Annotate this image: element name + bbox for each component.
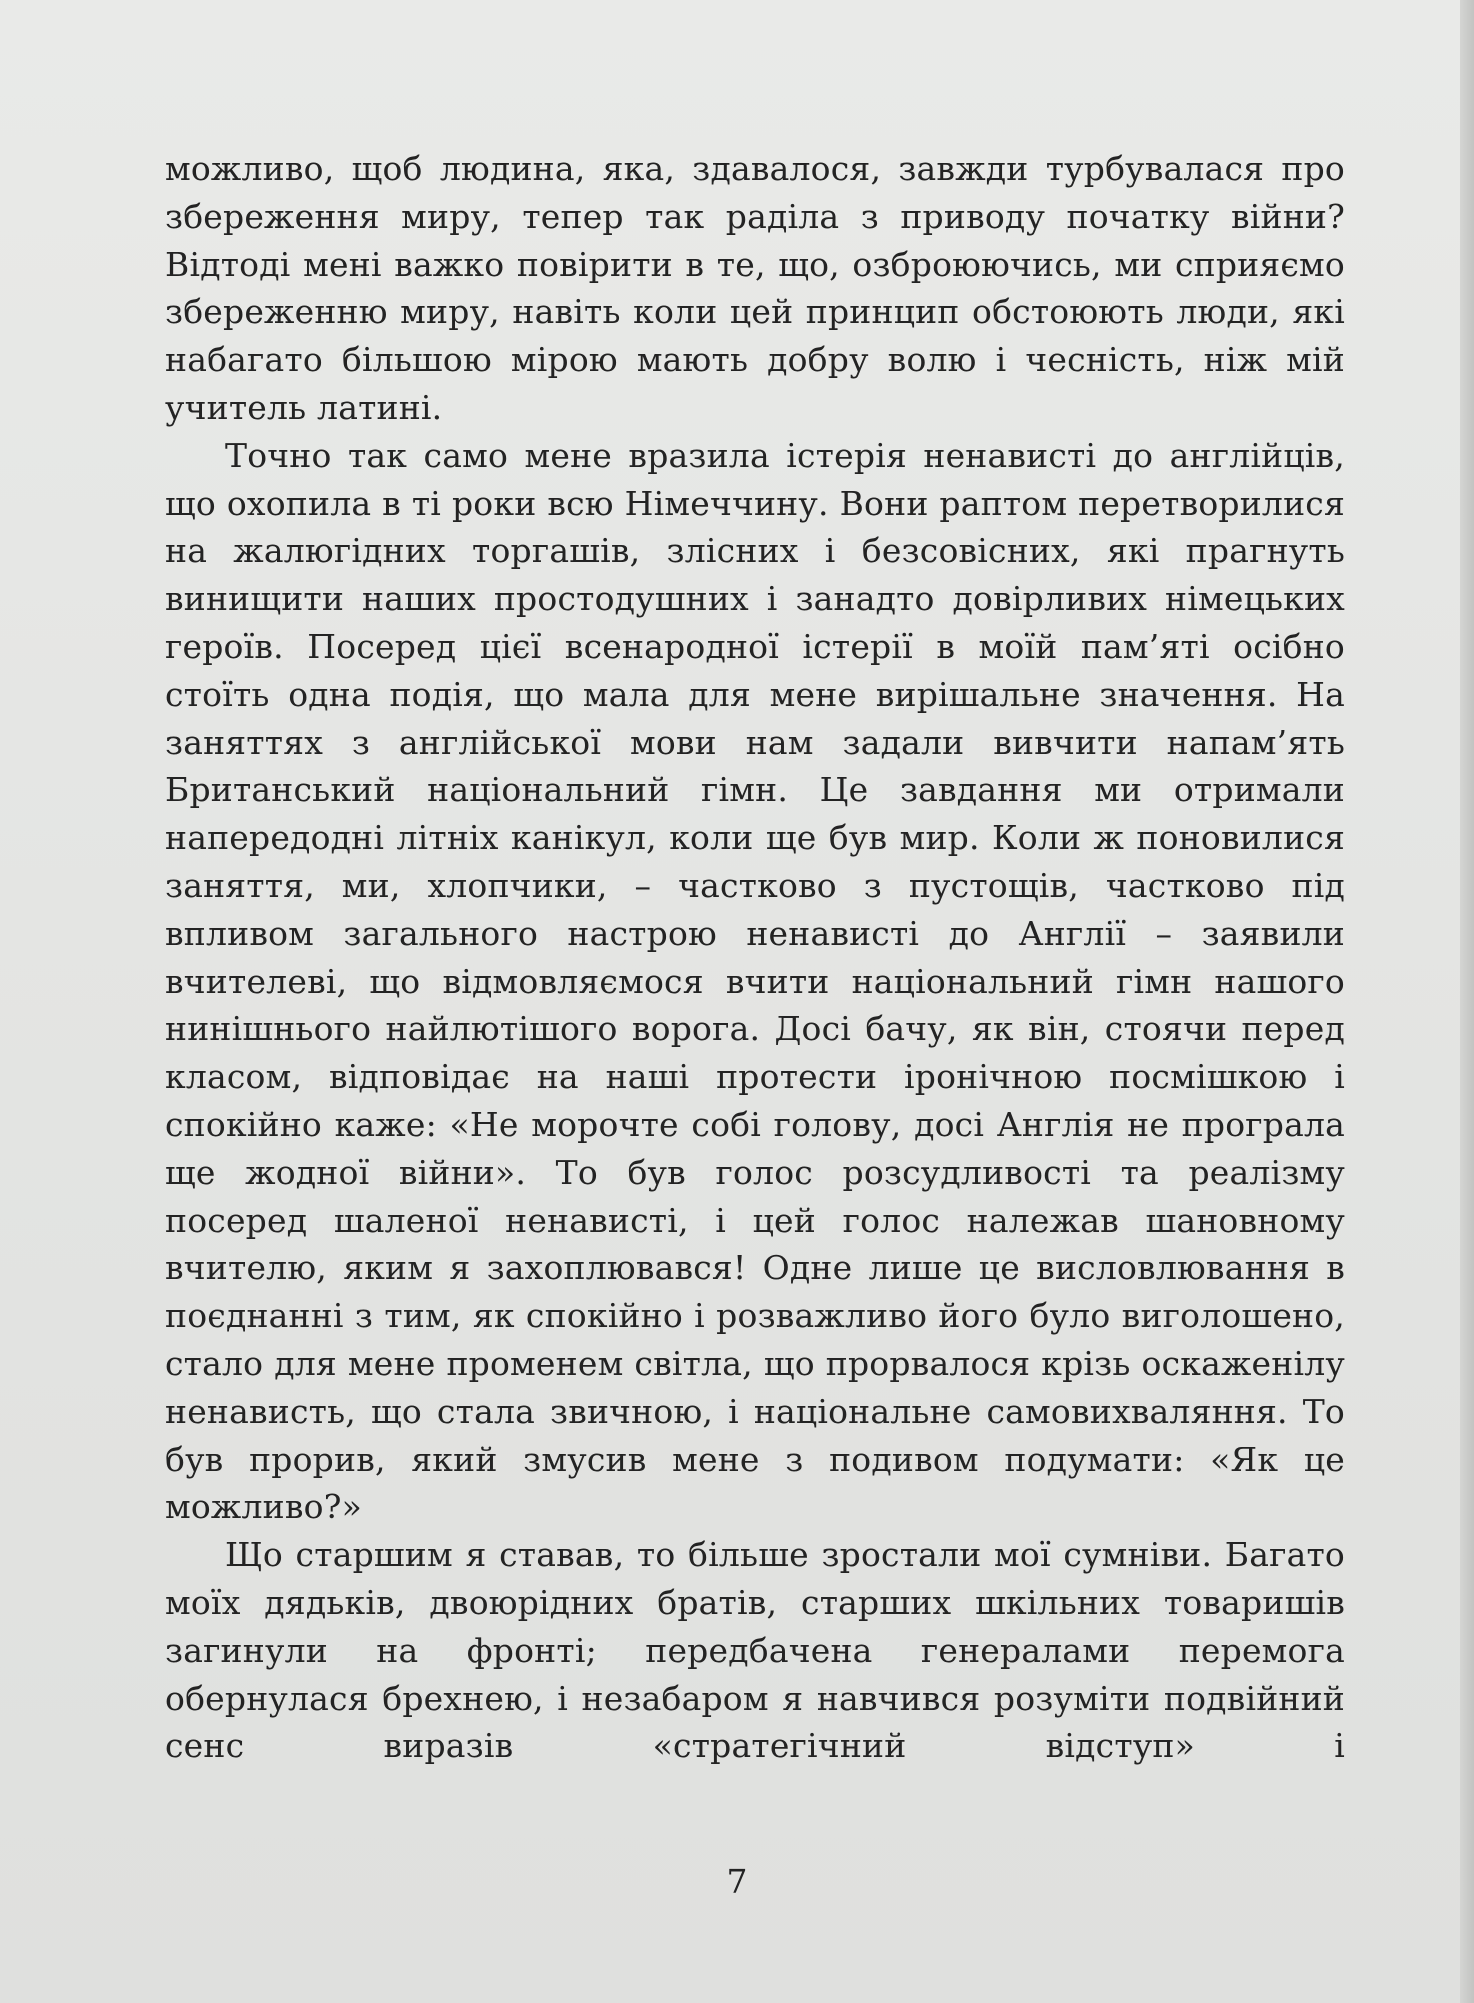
paragraph-3: Що старшим я ставав, то більше зростали мої сумніви. Багато моїх дядьків, двоюрідних братів, старших шкільних товаришів загинули на фронті; передбачена генералами перемога обернулася брехнею, і незабаром я навчився розуміти подвійний сенс виразів «стратегічний відступ» і [165, 1535, 1345, 1766]
page-number: 7 [726, 1862, 748, 1901]
page-edge-shadow [1460, 0, 1474, 2003]
body-text [165, 145, 1345, 1770]
paragraph-2: Точно так само мене вразила істерія ненависті до англійців, що охопила в ті роки всю Німеччину. Вони раптом перетворилися на жалюгідних торгашів, злісних і безсовісних, які прагнуть винищити наших простодушних і занадто довірливих німецьких героїв. Посеред цієї всенародної істерії в моїй пам’яті осібно стоїть одна подія, що мала для мене вирішальне значення. На заняттях з англійської мови нам задали вивчити напам’ять Британський національний гімн. Це завдання ми отримали напередодні літніх канікул, коли ще був мир. Коли ж поновилися заняття, ми, хлопчики, – частково з пустощів, частково під впливом загального настрою ненависті до Англії – заявили вчителеві, що відмовляємося вчити національний гімн нашого нинішнього найлютішого ворога. Досі бачу, як він, стоячи перед класом, відповідає на наші протести іронічною посмішкою і спокійно каже: «Не морочте собі голову, досі Англія не програла ще жодної війни». То був голос розсудливості та реалізму посеред шаленої ненависті, і цей голос належав шановному вчителю, яким я захоплювався! Одне лише це висловлювання в поєднанні з тим, як спокійно і розважливо його було виголошено, стало для мене променем світла, що прорвалося крізь оскаженілу ненависть, що стала звичною, і національне самовихваляння. То був прорив, який змусив мене з подивом подумати: «Як це можливо?» [165, 435, 1345, 1527]
paragraph-1: можливо, щоб людина, яка, здавалося, завжди турбувалася про збереження миру, тепер так раділа з приводу початку війни? Відтоді мені важко повірити в те, що, озброюючись, ми сприяємо збереженню миру, навіть коли цей принцип обстоюють люди, які набагато більшою мірою мають добру волю і чесність, ніж мій учитель латині. [165, 149, 1345, 427]
